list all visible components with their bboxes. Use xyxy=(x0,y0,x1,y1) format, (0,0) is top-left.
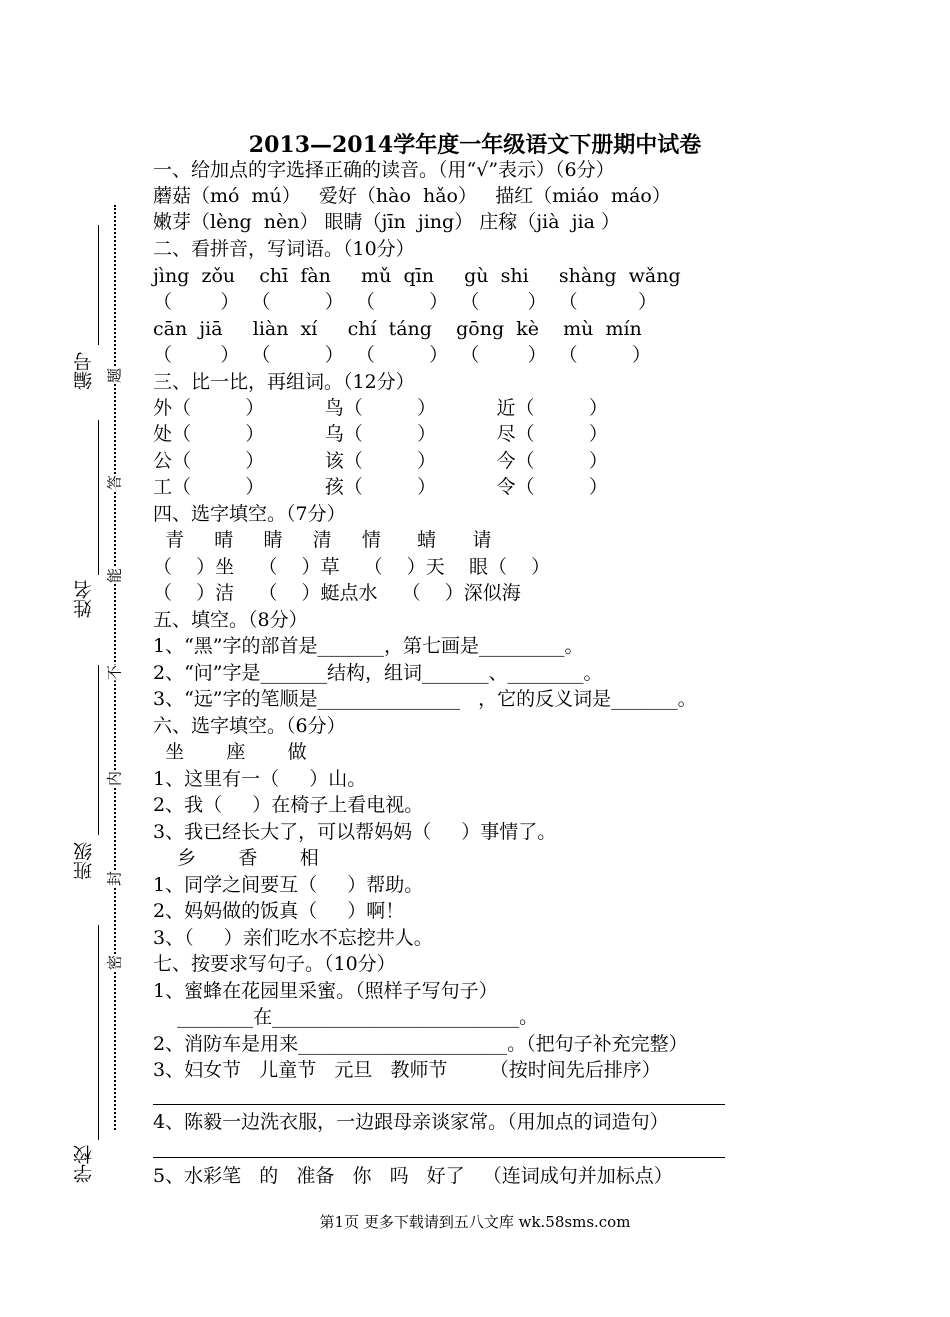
answer-row-2: （ ） （ ） （ ） （ ） （ ） xyxy=(153,344,652,366)
answer-row-1: （ ） （ ） （ ） （ ） （ ） xyxy=(153,291,658,313)
fill-line-class xyxy=(98,665,99,835)
section-4-heading: 四、选字填空。（7分） xyxy=(153,503,346,525)
q6-item-1: 1、这里有一（ ）山。 xyxy=(153,768,367,790)
word-choices-1: 青 晴 睛 清 情 蜻 请 xyxy=(153,529,492,551)
seal-char-mi: 密 xyxy=(105,955,124,971)
answer-rule-2 xyxy=(153,1157,725,1158)
q6-item-2: 2、我（ ）在椅子上看电视。 xyxy=(153,794,424,816)
answer-rule-1 xyxy=(153,1104,725,1105)
side-label-class: 班级 xyxy=(73,842,95,880)
seal-char-feng: 封 xyxy=(105,871,124,887)
q5-item-1: 1、“黑”字的部首是_______，第七画是_________。 xyxy=(153,635,584,657)
q5-item-2: 2、“问”字是_______结构，组词_______、________。 xyxy=(153,662,603,684)
q7-item-3: 3、妇女节 儿童节 元旦 教师节 （按时间先后排序） xyxy=(153,1059,661,1081)
q1-row-1: 蘑菇（mó mú） 爱好（hào hǎo） 描红（miáo máo） xyxy=(153,185,671,207)
q6-item-5: 2、妈妈做的饭真（ ）啊！ xyxy=(153,900,405,922)
side-label-number: 编号 xyxy=(73,352,95,390)
q6-item-3: 3、我已经长大了，可以帮妈妈（ ）事情了。 xyxy=(153,821,557,843)
section-2-heading: 二、看拼音，写词语。（10分） xyxy=(153,238,415,260)
pinyin-row-1: jìng zǒu chī fàn mǔ qīn gù shi shàng wǎng xyxy=(153,265,681,287)
compare-row-3: 公（ ） 该（ ） 今（ ） xyxy=(153,450,608,472)
section-1-heading: 一、给加点的字选择正确的读音。（用“√”表示）（6分） xyxy=(153,159,615,181)
q1-row-2: 嫩芽（lèng nèn） 眼睛（jīn jing） 庄稼（jià jia ） xyxy=(153,211,620,233)
fill-line-number xyxy=(98,225,99,345)
q6-item-6: 3、（ ）亲们吃水不忘挖井人。 xyxy=(153,927,433,949)
seal-char-da: 答 xyxy=(105,475,124,491)
fill-row-2: （ ）洁 （ ）蜓点水 （ ）深似海 xyxy=(153,582,521,604)
side-label-school: 学校 xyxy=(73,1145,95,1183)
word-choices-2: 坐 座 做 xyxy=(153,741,307,763)
q6-item-4: 1、同学之间要互（ ）帮助。 xyxy=(153,874,424,896)
seal-char-ti: 题 xyxy=(105,368,124,384)
side-label-name: 姓名 xyxy=(73,580,95,618)
compare-row-2: 处（ ） 乌（ ） 尽（ ） xyxy=(153,423,608,445)
seal-char-nei: 内 xyxy=(105,771,124,787)
pinyin-row-2: cān jiā liàn xí chí táng gōng kè mù mín xyxy=(153,318,642,340)
compare-row-4: 工（ ） 孩（ ） 令（ ） xyxy=(153,476,608,498)
q7-item-1: 1、蜜蜂在花园里采蜜。（照样子写句子） xyxy=(153,980,498,1002)
section-7-heading: 七、按要求写句子。（10分） xyxy=(153,953,396,975)
q7-item-1-answer: ________在__________________________。 xyxy=(153,1006,539,1028)
fill-line-name xyxy=(98,420,99,575)
section-6-heading: 六、选字填空。（6分） xyxy=(153,715,346,737)
q7-item-5: 5、水彩笔 的 准备 你 吗 好了 （连词成句并加标点） xyxy=(153,1165,673,1187)
word-choices-3: 乡 香 相 xyxy=(153,847,319,869)
seal-char-bu: 不 xyxy=(105,665,124,681)
q5-item-3: 3、“远”字的笔顺是_______________ ，它的反义词是_______。 xyxy=(153,688,697,710)
page-footer: 第1页 更多下载请到五八文库 wk.58sms.com xyxy=(319,1213,631,1231)
section-5-heading: 五、填空。（8分） xyxy=(153,609,308,631)
section-3-heading: 三、比一比，再组词。（12分） xyxy=(153,371,415,393)
fill-line-school xyxy=(98,925,99,1140)
fill-row-1: （ ）坐 （ ）草 （ ）天 眼（ ） xyxy=(153,556,551,578)
q7-item-4: 4、陈毅一边洗衣服，一边跟母亲谈家常。（用加点的词造句） xyxy=(153,1111,669,1133)
page-title: 2013—2014学年度一年级语文下册期中试卷 xyxy=(248,132,702,158)
q7-item-2: 2、消防车是用来______________________。（把句子补充完整） xyxy=(153,1033,688,1055)
seal-char-neng: 能 xyxy=(105,568,124,584)
compare-row-1: 外（ ） 鸟（ ） 近（ ） xyxy=(153,397,608,419)
